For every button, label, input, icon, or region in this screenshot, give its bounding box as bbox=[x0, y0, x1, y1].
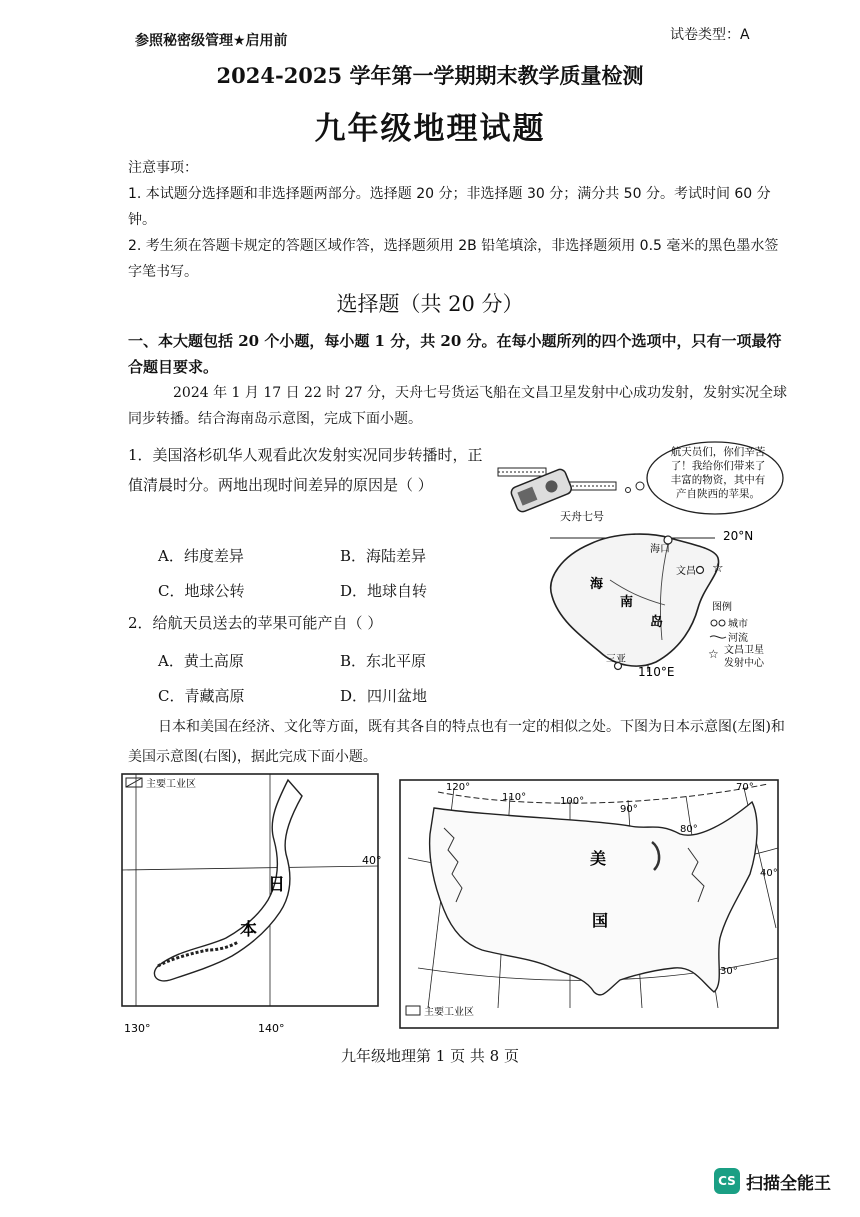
usa-lon-90-label: 90° bbox=[620, 804, 638, 815]
usa-lat-30-label: 30° bbox=[720, 966, 738, 977]
confidentiality-label: 参照秘密级管理★启用前 bbox=[135, 33, 288, 49]
legend-city: 城市 bbox=[728, 619, 748, 630]
exam-notes bbox=[128, 155, 788, 285]
exam-title: 2024-2025 学年第一学期期末教学质量检测 bbox=[216, 63, 644, 88]
notes-item-2: 2. 考生须在答题卡规定的答题区域作答，选择题须用 2B 铅笔填涂，非选择题须用 0.5 毫米的黑色墨水签字笔书写。 bbox=[128, 238, 779, 280]
passage-2: 日本和美国在经济、文化等方面，既有其各自的特点也有一定的相似之处。下图为日本示意图(左图)和美国示意图(右图)，据此完成下面小题。 bbox=[128, 719, 785, 765]
question-1-option-a: A．纬度差异 bbox=[158, 547, 244, 565]
city-wenchang-label: 文昌 bbox=[676, 566, 696, 577]
paper-type-label: 试卷类型：A bbox=[670, 27, 750, 43]
passage-1: 2024 年 1 月 17 日 22 时 27 分，天舟七号货运飞船在文昌卫星发射中心成功发射，发射实况全球同步转播。结合海南岛示意图，完成下面小题。 bbox=[128, 385, 788, 427]
question-1-option-c: C．地球公转 bbox=[158, 582, 245, 600]
bubble-line-1: 航天员们，你们辛苦 bbox=[670, 446, 766, 458]
section-title: 选择题（共 20 分） bbox=[336, 292, 524, 316]
island-char-3: 岛 bbox=[650, 615, 664, 630]
lon-110-label: 110°E bbox=[638, 665, 675, 679]
usa-char-1: 美 bbox=[590, 849, 607, 868]
lat-20-label: 20°N bbox=[723, 529, 754, 543]
hainan-legend bbox=[708, 600, 765, 669]
usa-lon-100-label: 100° bbox=[560, 796, 585, 807]
city-haikou-marker bbox=[664, 536, 672, 544]
legend-center-line1: 文昌卫星 bbox=[724, 645, 764, 656]
bubble-line-2: 了！我给你们带来了 bbox=[670, 460, 766, 472]
usa-lon-70-label: 70° bbox=[736, 782, 754, 793]
city-sanya-label: 三亚 bbox=[606, 654, 626, 665]
usa-char-2: 国 bbox=[592, 911, 609, 930]
part-instructions: 一、本大题包括 20 个小题，每小题 1 分，共 20 分。在每小题所列的四个选项中，只有一项最符合题目要求。 bbox=[128, 332, 782, 376]
bubble-line-4: 产自陕西的苹果。 bbox=[676, 488, 760, 500]
question-2-option-c: C．青藏高原 bbox=[158, 687, 245, 705]
subject-title: 九年级地理试题 bbox=[314, 111, 546, 147]
question-2-stem: 2．给航天员送去的苹果可能产自（ ） bbox=[128, 614, 383, 632]
usa-legend: 主要工业区 bbox=[424, 1007, 474, 1018]
usa-map bbox=[398, 778, 786, 1034]
notes-heading: 注意事项： bbox=[128, 160, 198, 176]
question-1-option-d: D．地球自转 bbox=[340, 582, 428, 600]
city-wenchang-marker bbox=[697, 567, 704, 574]
spacecraft-icon bbox=[498, 468, 616, 514]
hainan-island-outline bbox=[551, 534, 719, 666]
city-haikou-label: 海口 bbox=[650, 544, 670, 555]
question-1-stem: 1．美国洛杉矶华人观看此次发射实况同步转播时，正值清晨时分。两地出现时间差异的原因是（ ） bbox=[128, 446, 483, 494]
japan-char-1: 日 bbox=[268, 875, 285, 895]
japan-lon-140-label: 140° bbox=[258, 1022, 285, 1035]
scanner-watermark-text: 扫描全能王 bbox=[746, 1173, 831, 1194]
usa-lat-40-label: 40° bbox=[760, 868, 778, 879]
legend-title: 图例 bbox=[712, 602, 732, 613]
question-2-option-b: B．东北平原 bbox=[340, 652, 427, 670]
japan-legend: 主要工业区 bbox=[146, 779, 196, 790]
legend-center-line2: 发射中心 bbox=[724, 658, 764, 669]
camscanner-logo-icon: CS bbox=[714, 1168, 740, 1194]
japan-char-2: 本 bbox=[240, 920, 257, 940]
japan-map bbox=[118, 770, 386, 1040]
bubble-line-3: 丰富的物资，其中有 bbox=[670, 474, 766, 486]
japan-lat-40-label: 40° bbox=[362, 854, 382, 867]
island-char-1: 海 bbox=[590, 577, 604, 592]
usa-lon-110-label: 110° bbox=[502, 792, 527, 803]
question-2-option-a: A．黄土高原 bbox=[158, 652, 244, 670]
question-1-option-b: B．海陆差异 bbox=[340, 547, 427, 565]
page-footer: 九年级地理第 1 页 共 8 页 bbox=[341, 1047, 519, 1065]
launch-center-star-icon: ☆ bbox=[712, 561, 724, 576]
usa-lon-80-label: 80° bbox=[680, 824, 698, 835]
notes-item-1: 1. 本试题分选择题和非选择题两部分。选择题 20 分；非选择题 30 分；满分共 50 分。考试时间 60 分钟。 bbox=[128, 186, 771, 228]
hainan-map bbox=[490, 440, 790, 685]
ship-label: 天舟七号 bbox=[560, 510, 604, 523]
japan-lon-130-label: 130° bbox=[124, 1022, 151, 1035]
legend-river: 河流 bbox=[728, 633, 748, 644]
scanner-watermark bbox=[714, 1168, 831, 1194]
question-2-option-d: D．四川盆地 bbox=[340, 687, 428, 705]
legend-star-icon: ☆ bbox=[708, 647, 719, 661]
island-char-2: 南 bbox=[620, 595, 634, 610]
usa-lon-120-label: 120° bbox=[446, 782, 471, 793]
